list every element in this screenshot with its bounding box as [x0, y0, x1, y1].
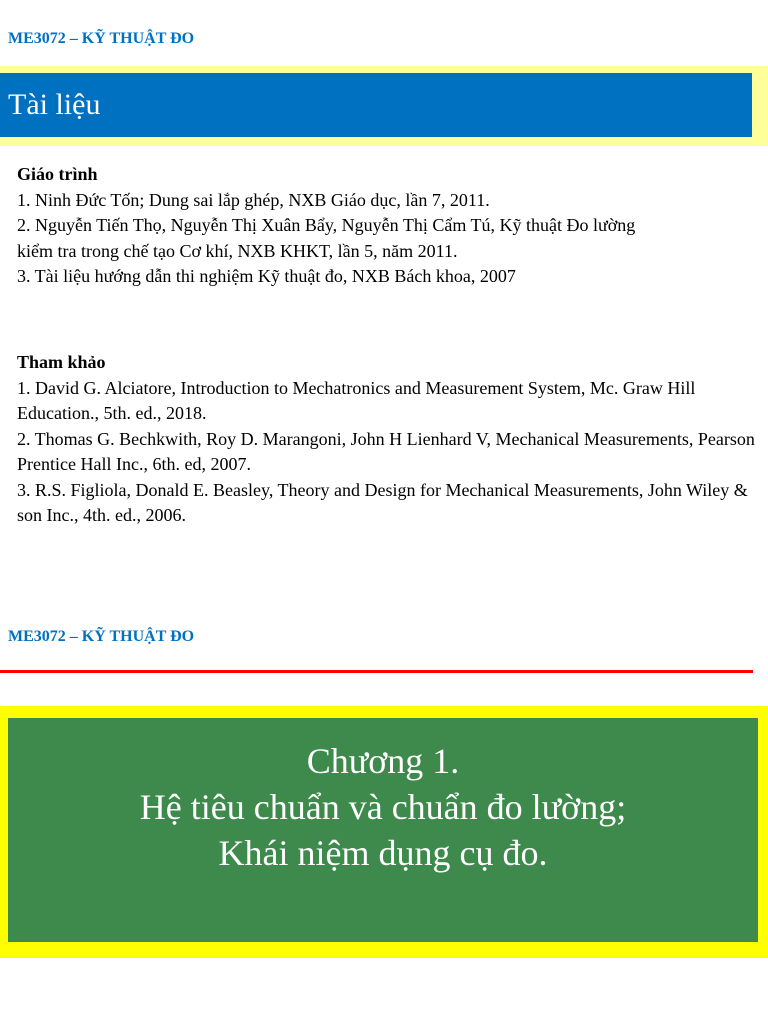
- course-code-header: ME3072 – KỸ THUẬT ĐO: [8, 30, 195, 47]
- reference-item: 3. R.S. Figliola, Donald E. Beasley, Theory and Design for Mechanical Measurements, John Wiley & son Inc., 4th. ed., 2006.: [17, 479, 748, 525]
- divider-line: [0, 670, 753, 673]
- references-heading: Tham khảo: [17, 352, 106, 372]
- chapter-frame: [0, 706, 768, 958]
- references-section: [17, 350, 762, 529]
- textbooks-heading: Giáo trình: [17, 164, 98, 184]
- reference-item: 2. Thomas G. Bechkwith, Roy D. Marangoni, John H Lienhard V, Mechanical Measurements, Pearson Prentice Hall Inc., 6th. ed, 2007.: [17, 428, 755, 474]
- textbooks-section: [17, 162, 762, 290]
- textbook-item: kiểm tra trong chế tạo Cơ khí, NXB KHKT, lần 5, năm 2011.: [17, 240, 458, 261]
- title-band: [0, 66, 768, 146]
- textbook-item: 2. Nguyễn Tiến Thọ, Nguyễn Thị Xuân Bẩy, Nguyễn Thị Cẩm Tú, Kỹ thuật Đo lường: [17, 215, 636, 235]
- chapter-number: Chương 1.: [306, 741, 460, 781]
- chapter-title-line: Hệ tiêu chuẩn và chuẩn đo lường;: [139, 787, 627, 827]
- chapter-title-box: [8, 718, 758, 942]
- chapter-title-line: Khái niệm dụng cụ đo.: [218, 833, 548, 873]
- textbook-item: 1. Ninh Đức Tốn; Dung sai lắp ghép, NXB Giáo dục, lần 7, 2011.: [17, 189, 490, 210]
- reference-item: 1. David G. Alciatore, Introduction to Mechatronics and Measurement System, Mc. Graw Hill Education., 5th. ed., 2018.: [17, 377, 696, 423]
- course-code-header-2: ME3072 – KỸ THUẬT ĐO: [8, 628, 195, 645]
- slide-title: Tài liệu: [0, 73, 752, 137]
- textbook-item: 3. Tài liệu hướng dẫn thi nghiệm Kỹ thuật đo, NXB Bách khoa, 2007: [17, 266, 516, 286]
